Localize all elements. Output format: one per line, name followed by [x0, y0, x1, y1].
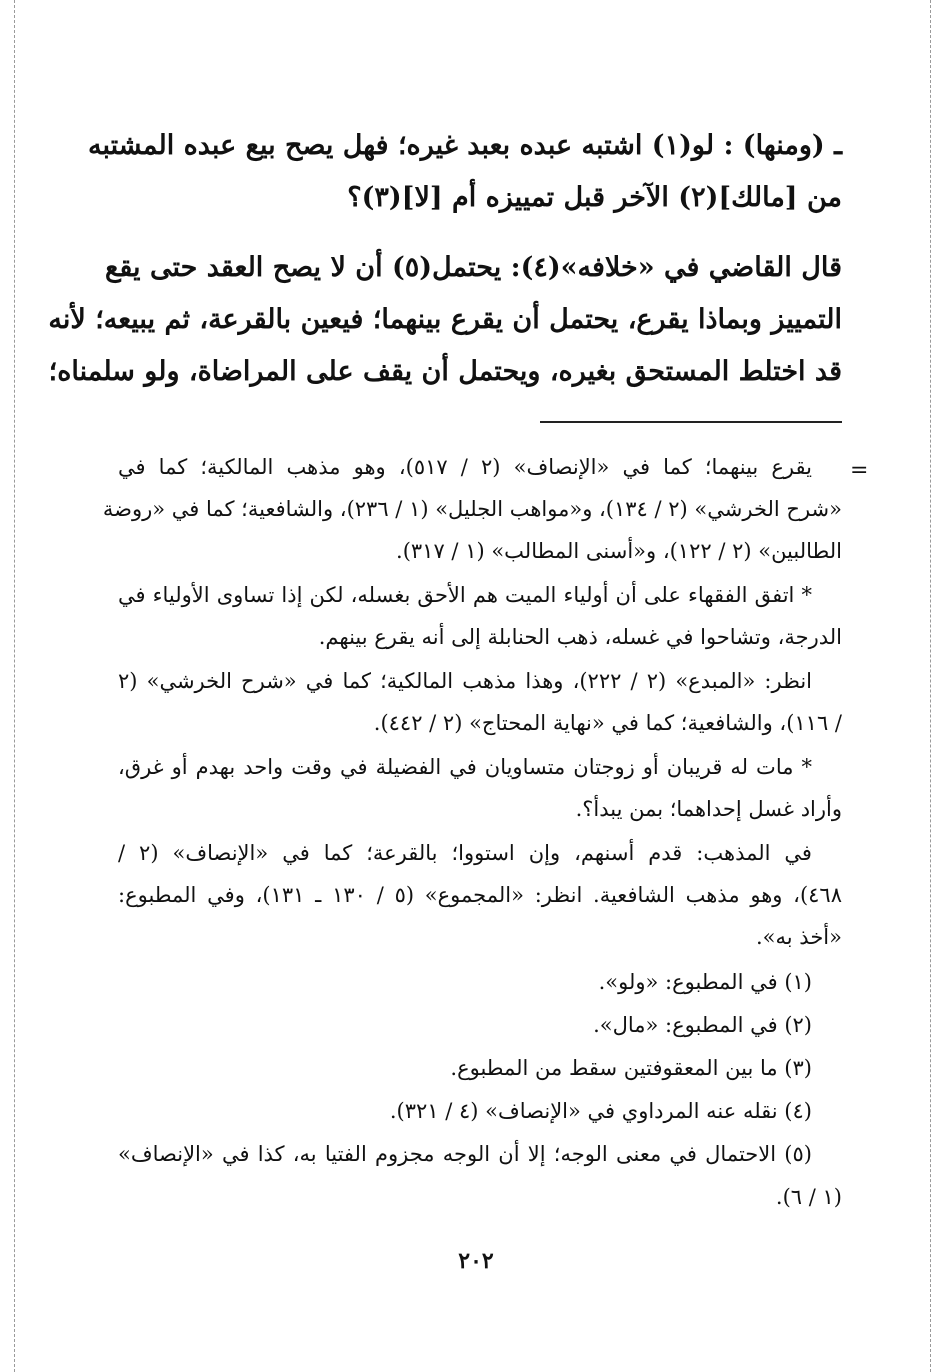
note-line: * اتفق الفقهاء على أن أولياء الميت هم الأحق بغسله، لكن إذا تساوى الأولياء في — [118, 583, 812, 607]
main-text-line: قال القاضي في «خلافه»(٤): يحتمل(٥) أن لا يصح العقد حتى يقع — [105, 252, 842, 283]
main-text-line: قد اختلط المستحق بغيره، ويحتمل أن يقف على المراضاة، ولو سلمناه؛ — [48, 356, 842, 387]
footnote-2: (٢) في المطبوع: «مال». — [593, 1013, 812, 1037]
note-line: / ١١٦)، والشافعية؛ كما في «نهاية المحتاج» (٢ / ٤٤٢). — [373, 711, 842, 735]
note-line: «شرح الخرشي» (٢ / ١٣٤)، و«مواهب الجليل» (١ / ٢٣٦)، والشافعية؛ كما في «روضة — [102, 497, 842, 521]
footnote-1: (١) في المطبوع: «ولو». — [598, 970, 812, 994]
continuation-mark: = — [850, 458, 869, 483]
note-line: وأراد غسل إحداهما؛ بمن يبدأ؟. — [575, 797, 842, 821]
footnote-3: (٣) ما بين المعقوفتين سقط من المطبوع. — [450, 1056, 812, 1080]
note-line: يقرع بينهما؛ كما في «الإنصاف» (٢ / ٥١٧)، وهو مذهب المالكية؛ كما في — [118, 455, 812, 479]
main-text-line: التمييز وبماذا يقرع، يحتمل أن يقرع بينهما؛ فيعين بالقرعة، ثم يبيعه؛ لأنه — [48, 304, 842, 335]
footnote-4: (٤) نقله عنه المرداوي في «الإنصاف» (٤ / ٣٢١). — [389, 1099, 812, 1123]
note-line: في المذهب: قدم أسنهم، وإن استووا؛ بالقرعة؛ كما في «الإنصاف» (٢ / — [118, 841, 812, 865]
right-page-edge — [930, 0, 931, 1372]
footnote-separator — [540, 421, 842, 423]
note-line: الدرجة، وتشاحوا في غسله، ذهب الحنابلة إلى أنه يقرع بينهم. — [318, 625, 842, 649]
note-line: ٤٦٨)، وهو مذهب الشافعية. انظر: «المجموع» (٥ / ١٣٠ ـ ١٣١)، وفي المطبوع: — [118, 883, 842, 907]
note-line: «أخذ به». — [756, 925, 842, 949]
note-line: * مات له قريبان أو زوجتان متساويان في الفضيلة في وقت واحد بهدم أو غرق، — [118, 755, 812, 779]
note-line: الطالبين» (٢ / ١٢٢)، و«أسنى المطالب» (١ / ٣١٧). — [396, 539, 842, 563]
main-text-line: من [مالك](٢) الآخر قبل تمييزه أم [لا](٣)؟ — [347, 182, 842, 213]
footnote-5: (٥) الاحتمال في معنى الوجه؛ إلا أن الوجه مجزوم الفتيا به، كذا في «الإنصاف» — [118, 1142, 812, 1166]
left-page-edge — [14, 0, 15, 1372]
page-number: ٢٠٢ — [458, 1248, 494, 1274]
note-line: انظر: «المبدع» (٢ / ٢٢٢)، وهذا مذهب المالكية؛ كما في «شرح الخرشي» (٢ — [118, 669, 812, 693]
main-text-line: ـ (ومنها) : لو(١) اشتبه عبده بعبد غيره؛ فهل يصح بيع عبده المشتبه — [88, 130, 842, 161]
footnote-5-continued: (١ / ٦). — [775, 1185, 842, 1209]
